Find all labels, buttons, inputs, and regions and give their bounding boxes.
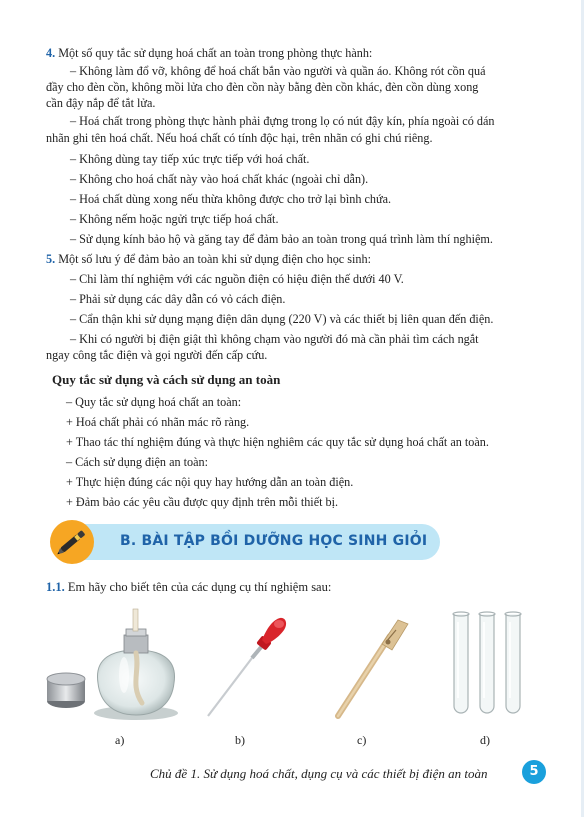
summary-line: – Quy tắc sử dụng hoá chất an toàn: bbox=[66, 395, 242, 409]
test-tube-holder-image bbox=[328, 612, 418, 727]
section-4-line: – Không cho hoá chất này vào hoá chất khác (ngoài chỉ dẫn). bbox=[70, 172, 369, 186]
exercise-number: 1.1. bbox=[46, 580, 65, 594]
summary-line: + Thao tác thí nghiệm đúng và thực hiện nghiêm các quy tắc sử dụng hoá chất an toàn. bbox=[66, 435, 489, 449]
section-5-line: – Cẩn thận khi sử dụng mạng điện dân dụng (220 V) và các thiết bị liên quan đến điện. bbox=[70, 312, 494, 326]
banner-title: B. BÀI TẬP BỒI DƯỠNG HỌC SINH GIỎI bbox=[120, 533, 428, 549]
section-5-line: ngay công tắc điện và gọi người đến cấp cứu. bbox=[46, 348, 268, 362]
exercise-1-1 bbox=[46, 580, 331, 595]
section-4-line: – Sử dụng kính bảo hộ và găng tay để đảm bảo an toàn trong quá trình làm thí nghiệm. bbox=[70, 232, 493, 246]
section-4-line: – Hoá chất dùng xong nếu thừa không được cho trở lại bình chứa. bbox=[70, 192, 392, 206]
section-4-line: – Không dùng tay tiếp xúc trực tiếp với hoá chất. bbox=[70, 152, 310, 166]
section-4-line: nhãn ghi tên hoá chất. Nếu hoá chất có tính độc hại, trên nhãn có ghi chú riêng. bbox=[46, 131, 433, 145]
caption-b: b) bbox=[235, 733, 245, 747]
dropper-image bbox=[200, 612, 290, 722]
summary-line: + Đảm bảo các yêu cầu được quy định trên mỗi thiết bị. bbox=[66, 495, 339, 509]
section-4-line: – Không làm đổ vỡ, không để hoá chất bắn vào người và quần áo. Không rót cồn quá bbox=[70, 64, 486, 78]
page-number: 5 bbox=[522, 760, 546, 784]
summary-line: + Thực hiện đúng các nội quy hay hướng dẫn an toàn điện. bbox=[66, 475, 354, 489]
section-4-line: – Không nếm hoặc ngửi trực tiếp hoá chất. bbox=[70, 212, 279, 226]
section-4-heading bbox=[46, 46, 372, 60]
pen-icon bbox=[50, 520, 94, 564]
section-5-number: 5. bbox=[46, 252, 56, 266]
summary-line: – Cách sử dụng điện an toàn: bbox=[66, 455, 208, 469]
alcohol-lamp-image bbox=[44, 605, 194, 725]
chapter-footer: Chủ đề 1. Sử dụng hoá chất, dụng cụ và các thiết bị điện an toàn bbox=[150, 766, 488, 781]
test-tubes-image bbox=[446, 608, 536, 723]
section-4-number: 4. bbox=[46, 46, 56, 60]
section-4-title: Một số quy tắc sử dụng hoá chất an toàn trong phòng thực hành: bbox=[58, 46, 373, 60]
summary-title: Quy tắc sử dụng và cách sử dụng an toàn bbox=[52, 372, 281, 387]
caption-a: a) bbox=[115, 733, 125, 747]
section-b-banner bbox=[50, 520, 440, 564]
section-4-line: – Hoá chất trong phòng thực hành phải đựng trong lọ có nút đậy kín, phía ngoài có dán bbox=[70, 114, 495, 128]
caption-c: c) bbox=[357, 733, 367, 747]
section-5-line: – Chỉ làm thí nghiệm với các nguồn điện có hiệu điện thế dưới 40 V. bbox=[70, 272, 404, 286]
caption-d: d) bbox=[480, 733, 490, 747]
section-5-heading bbox=[46, 252, 371, 266]
summary-line: + Hoá chất phải có nhãn mác rõ ràng. bbox=[66, 415, 250, 429]
section-5-title: Một số lưu ý để đảm bảo an toàn khi sử dụng điện cho học sinh: bbox=[58, 252, 371, 266]
section-4-line: cần đậy nắp để tắt lửa. bbox=[46, 96, 156, 110]
section-4-line: đầy cho đèn cồn, không mồi lửa cho đèn cồn này bằng đèn cồn khác, đèn cồn dùng xong bbox=[46, 80, 479, 94]
section-5-line: – Khi có người bị điện giật thì không chạm vào người đó mà cần phải tìm cách ngắt bbox=[70, 332, 479, 346]
banner-circle bbox=[50, 520, 94, 564]
section-5-line: – Phải sử dụng các dây dẫn có vỏ cách điện. bbox=[70, 292, 286, 306]
exercise-text: Em hãy cho biết tên của các dụng cụ thí nghiệm sau: bbox=[67, 580, 332, 594]
